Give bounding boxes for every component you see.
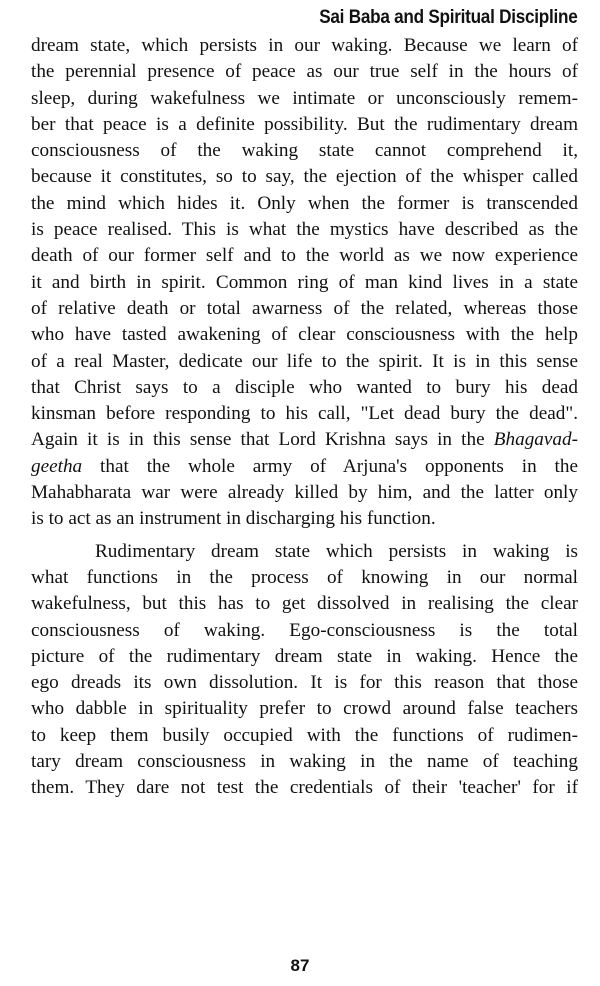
text-segment: that the whole army of Arjuna's opponents in the bbox=[82, 455, 578, 477]
text-line: kinsman before responding to his call, "Let dead bury the dead". bbox=[31, 403, 578, 425]
text-line: tary dream consciousness in waking in the name of teaching bbox=[31, 751, 578, 773]
text-line: them. They dare not test the credentials of their 'teacher' for if bbox=[31, 777, 578, 799]
text-line: death of our former self and to the world as we now experience bbox=[31, 245, 578, 267]
text-line: of a real Master, dedicate our life to the spirit. It is in this sense bbox=[31, 350, 578, 372]
text-line: it and birth in spirit. Common ring of man kind lives in a state bbox=[31, 271, 578, 293]
italic-book-title: Bhagavad- bbox=[493, 429, 578, 451]
text-line: picture of the rudimentary dream state in waking. Hence the bbox=[31, 645, 578, 667]
text-line: dream state, which persists in our waking. Because we learn of bbox=[31, 35, 578, 56]
text-line: consciousness of waking. Ego-consciousness is the total bbox=[31, 619, 578, 641]
text-line: Mahabharata war were already killed by him, and the latter only bbox=[31, 482, 578, 504]
text-line: the perennial presence of peace as our true self in the hours of bbox=[31, 61, 578, 83]
text-line: the mind which hides it. Only when the former is transcended bbox=[31, 192, 578, 214]
text-line: is to act as an instrument in discharging his function. bbox=[31, 508, 436, 530]
text-line: ber that peace is a definite possibility. But the rudimentary dream bbox=[31, 113, 578, 135]
text-line: because it constitutes, so to say, the ejection of the whisper called bbox=[31, 166, 578, 188]
text-line: who dabble in spirituality prefer to crowd around false teachers bbox=[31, 698, 578, 720]
text-segment: Again it is in this sense that Lord Krishna says in the bbox=[31, 429, 494, 451]
text-line: that Christ says to a disciple who wanted to bury his dead bbox=[31, 376, 578, 398]
text-line: consciousness of the waking state cannot comprehend it, bbox=[31, 140, 578, 162]
italic-book-title: geetha bbox=[31, 455, 83, 477]
page-number: 87 bbox=[290, 956, 310, 975]
text-line: what functions in the process of knowing in our normal bbox=[31, 566, 578, 588]
text-line: to keep them busily occupied with the functions of rudimen- bbox=[31, 724, 578, 746]
text-line: who have tasted awakening of clear consciousness with the help bbox=[31, 324, 578, 346]
text-line: ego dreads its own dissolution. It is for this reason that those bbox=[31, 672, 578, 694]
body-text bbox=[31, 33, 578, 802]
text-line: wakefulness, but this has to get dissolved in realising the clear bbox=[31, 593, 578, 615]
text-line-mixed bbox=[31, 454, 578, 480]
text-line-mixed bbox=[31, 427, 578, 453]
text-line: of relative death or total awarness of the related, whereas those bbox=[31, 297, 578, 319]
text-line: sleep, during wakefulness we intimate or unconsciously remem- bbox=[31, 87, 578, 109]
text-line: Rudimentary dream state which persists in waking is bbox=[95, 540, 578, 562]
running-head-title: Sai Baba and Spiritual Discipline bbox=[319, 6, 578, 28]
text-line: is peace realised. This is what the mystics have described as the bbox=[31, 219, 578, 241]
